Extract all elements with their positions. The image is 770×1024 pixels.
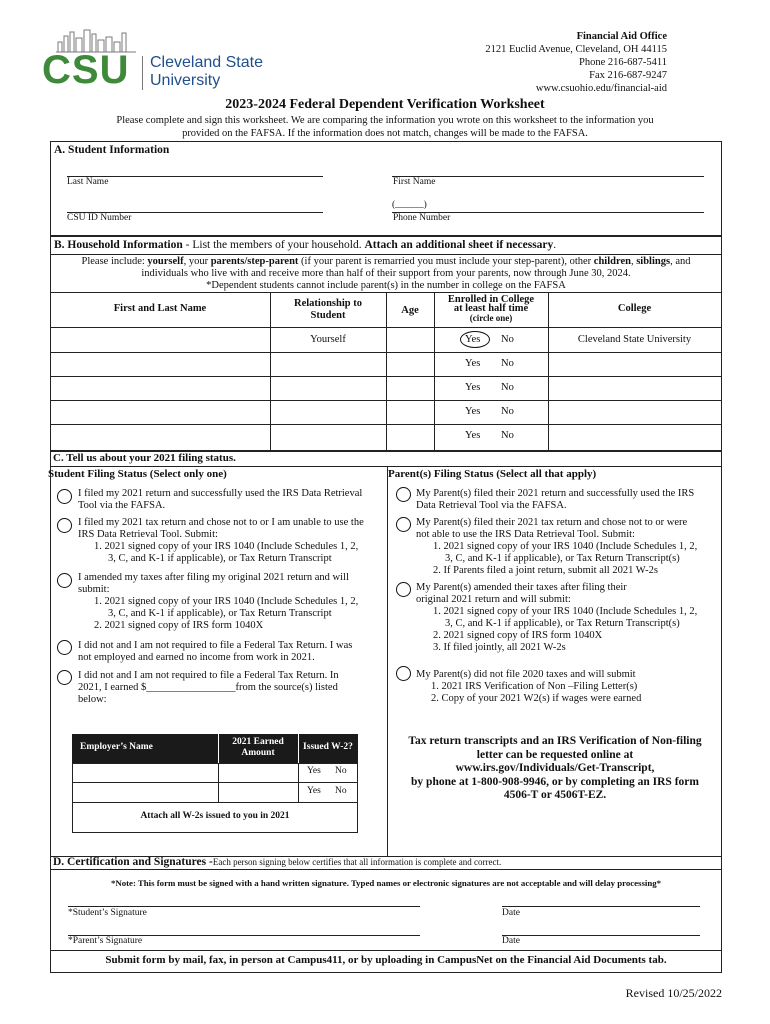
date1-label: Date — [502, 908, 520, 918]
transcript-line3[interactable]: www.irs.gov/Individuals/Get-Transcript, — [455, 762, 655, 774]
student-option-4-line2: not employed and earned no income from work in 2021. — [78, 652, 315, 663]
date1-field[interactable] — [502, 906, 700, 907]
emp-row-1-no[interactable]: No — [335, 786, 347, 796]
parent-option-4-line2: 1. 2021 IRS Verification of Non –Filing Letter(s) — [431, 681, 638, 692]
col-relationship-2: Student — [310, 310, 346, 321]
student-option-2-line2: IRS Data Retrieval Tool. Submit: — [78, 529, 218, 540]
row-1-yes[interactable]: Yes — [465, 358, 481, 369]
parent-option-3-line6: 3. If filed jointly, all 2021 W-2s — [433, 642, 566, 653]
student-option-4-line1: I did not and I am not required to file a Federal Tax Return. I was — [78, 640, 353, 651]
student-option-1-radio[interactable] — [57, 489, 72, 504]
student-option-5-line2: 2021, I earned $_________________from the source(s) listed — [78, 682, 338, 693]
include-line3: *Dependent students cannot include parent(s) in the number in college on the FAFSA — [206, 280, 566, 291]
last-name-label: Last Name — [67, 177, 109, 187]
parent-options — [387, 451, 722, 741]
employer-col-w2: Issued W-2? — [303, 742, 353, 752]
row-3-yes[interactable]: Yes — [465, 406, 481, 417]
parent-option-2-line5: 2. If Parents filed a joint return, submit all 2021 W-2s — [433, 565, 658, 576]
logo-divider — [142, 56, 143, 90]
revised-date: Revised 10/25/2022 — [625, 986, 722, 1000]
first-name-label: First Name — [393, 177, 436, 187]
transcript-info — [388, 735, 722, 803]
transcript-line2: letter can be requested online at — [476, 748, 634, 761]
col-enrolled-1: Enrolled in College — [447, 294, 535, 305]
student-option-2-line3: 1. 2021 signed copy of your IRS 1040 (Include Schedules 1, 2, — [94, 541, 359, 552]
office-fax: Fax 216-687-9247 — [589, 70, 667, 81]
col-name: First and Last Name — [113, 303, 207, 314]
student-option-1-line2: Tool via the FAFSA. — [78, 500, 166, 511]
employer-col-earned-1: 2021 Earned — [232, 737, 284, 747]
student-option-2-radio[interactable] — [57, 518, 72, 533]
parent-option-4-radio[interactable] — [396, 666, 411, 681]
emp-row-1-yes[interactable]: Yes — [307, 786, 321, 796]
office-phone: Phone 216-687-5411 — [579, 57, 667, 68]
section-a — [50, 141, 722, 236]
row-0-yes[interactable]: Yes — [465, 334, 481, 345]
section-a-title: A. Student Information — [54, 144, 170, 156]
transcript-line5: 4506-T or 4506T-EZ. — [503, 789, 607, 801]
parent-option-2-line4: 3, C, and K-1 if applicable), or Tax Return Transcript(s) — [445, 553, 680, 564]
student-filing-header: Student Filing Status (Select only one) — [48, 468, 227, 480]
row-0-no[interactable]: No — [501, 334, 514, 345]
col-relationship-1: Relationship to — [294, 298, 362, 309]
emp-row-0-no[interactable]: No — [335, 766, 347, 776]
student-options — [50, 451, 387, 741]
student-option-5-radio[interactable] — [57, 670, 72, 685]
row-1-no[interactable]: No — [501, 358, 514, 369]
attach-w2-note: Attach all W-2s issued to you in 2021 — [140, 811, 290, 821]
parent-option-2-line2: not able to use the IRS Data Retrieval Tool. Submit: — [416, 529, 635, 540]
signature-note: *Note: This form must be signed with a hand written signature. Typed names or electronic signatures are not acceptable and will delay processing* — [110, 878, 662, 888]
row-2-no[interactable]: No — [501, 382, 514, 393]
parent-option-1-line2: Data Retrieval Tool via the FAFSA. — [416, 500, 567, 511]
student-option-2-line1: I filed my 2021 tax return and chose not to or I am unable to use the — [78, 517, 364, 528]
row-2-yes[interactable]: Yes — [465, 382, 481, 393]
section-b-title: B. Household Information - List the members of your household. Attach an additional sheet if necessary. — [54, 239, 557, 251]
first-name-field[interactable] — [392, 176, 704, 177]
student-option-3-line3: 1. 2021 signed copy of your IRS 1040 (Include Schedules 1, 2, — [94, 596, 359, 607]
parent-option-4-line1: My Parent(s) did not file 2020 taxes and will submit — [416, 669, 636, 680]
employer-col-earned-2: Amount — [241, 748, 275, 758]
row-0-relationship[interactable]: Yourself — [310, 334, 346, 345]
submit-instructions: Submit form by mail, fax, in person at Campus411, or by uploading in CampusNet on the Financial Aid Documents tab. — [105, 954, 667, 966]
transcript-line4: by phone at 1-800-908-9946, or by completing an IRS form — [411, 775, 699, 788]
phone-prefix: (______) — [392, 200, 427, 210]
parent-filing-header: Parent(s) Filing Status (Select all that apply) — [388, 468, 597, 480]
col-enrolled-3: (circle one) — [469, 313, 513, 323]
household-table — [50, 292, 722, 451]
parent-signature-label: *Parent’s Signature — [68, 936, 143, 946]
student-signature-label: *Student’s Signature — [68, 908, 147, 918]
parent-option-2-line3: 1. 2021 signed copy of your IRS 1040 (Include Schedules 1, 2, — [433, 541, 698, 552]
intro-line1: Please complete and sign this worksheet. We are comparing the information you wrote on this worksheet to the information you — [116, 115, 654, 126]
col-enrolled-2: at least half time — [453, 303, 529, 314]
student-option-3-line5: 2. 2021 signed copy of IRS form 1040X — [94, 620, 264, 631]
csu-id-label: CSU ID Number — [67, 213, 132, 223]
logo-name-line2: University — [150, 72, 221, 89]
student-option-3-line1: I amended my taxes after filing my original 2021 return and will — [78, 572, 349, 583]
parent-option-3-line3: 1. 2021 signed copy of your IRS 1040 (Include Schedules 1, 2, — [433, 606, 698, 617]
student-option-3-line2: submit: — [78, 584, 110, 595]
office-website[interactable]: www.csuohio.edu/financial-aid — [535, 83, 667, 94]
parent-option-1-line1: My Parent(s) filed their 2021 return and successfully used the IRS — [416, 488, 695, 499]
phone-label: Phone Number — [393, 213, 451, 223]
student-option-1-line1: I filed my 2021 return and successfully used the IRS Data Retrieval — [78, 488, 363, 499]
student-option-3-line4: 3, C, and K-1 if applicable), or Tax Return Transcript — [108, 608, 332, 619]
parent-option-3-line1: My Parent(s) amended their taxes after filing their — [416, 582, 627, 593]
include-line1: Please include: yourself, your parents/step-parent (if your parent is remarried you must include your step-parent), other children, siblings, and — [81, 256, 691, 267]
office-title: Financial Aid Office — [576, 31, 667, 42]
row-3-no[interactable]: No — [501, 406, 514, 417]
parent-option-3-line2: original 2021 return and will submit: — [416, 594, 571, 605]
student-option-4-radio[interactable] — [57, 640, 72, 655]
employer-col-name: Employer’s Name — [80, 742, 153, 752]
parent-option-2-radio[interactable] — [396, 517, 411, 532]
student-option-2-line4: 3, C, and K-1 if applicable), or Tax Return Transcript — [108, 553, 332, 564]
row-4-no[interactable]: No — [501, 430, 514, 441]
section-c-title: C. Tell us about your 2021 filing status. — [53, 452, 236, 464]
parent-option-3-line5: 2. 2021 signed copy of IRS form 1040X — [433, 630, 603, 641]
logo-csu: CSU — [42, 48, 130, 92]
intro-line2: provided on the FAFSA. If the information does not match, changes will be made to the FAFSA. — [182, 128, 588, 139]
row-4-yes[interactable]: Yes — [465, 430, 481, 441]
student-option-5-line1: I did not and I am not required to file a Federal Tax Return. In — [78, 670, 339, 681]
parent-option-2-line1: My Parent(s) filed their 2021 tax return and chose not to or were — [416, 517, 688, 528]
csu-logo — [42, 28, 292, 94]
date2-field[interactable] — [502, 935, 700, 936]
col-college: College — [617, 303, 652, 314]
section-d-title: D. Certification and Signatures -Each person signing below certifies that all information is complete and correct. — [53, 856, 502, 868]
row-0-college[interactable]: Cleveland State University — [577, 334, 692, 345]
section-d — [50, 856, 722, 973]
include-line2: individuals who live with and receive more than half of their support from your parents, now through June 30, 2024. — [141, 268, 631, 279]
col-age: Age — [401, 305, 419, 316]
office-address: 2121 Euclid Avenue, Cleveland, OH 44115 — [485, 44, 667, 55]
student-signature-field[interactable] — [68, 906, 420, 907]
parent-option-4-line3: 2. Copy of your 2021 W2(s) if wages were earned — [431, 693, 642, 704]
date2-label: Date — [502, 936, 520, 946]
parent-option-1-radio[interactable] — [396, 487, 411, 502]
student-option-3-radio[interactable] — [57, 573, 72, 588]
parent-option-3-radio[interactable] — [396, 582, 411, 597]
student-option-5-line3: below: — [78, 694, 107, 705]
transcript-line1: Tax return transcripts and an IRS Verification of Non-filing — [408, 735, 702, 747]
employer-table — [72, 734, 358, 833]
emp-row-0-yes[interactable]: Yes — [307, 766, 321, 776]
parent-option-3-line4: 3, C, and K-1 if applicable), or Tax Return Transcript(s) — [445, 618, 680, 629]
logo-name-line1: Cleveland State — [150, 54, 263, 71]
office-info — [407, 30, 667, 95]
form-title: 2023-2024 Federal Dependent Verification Worksheet — [225, 97, 545, 112]
